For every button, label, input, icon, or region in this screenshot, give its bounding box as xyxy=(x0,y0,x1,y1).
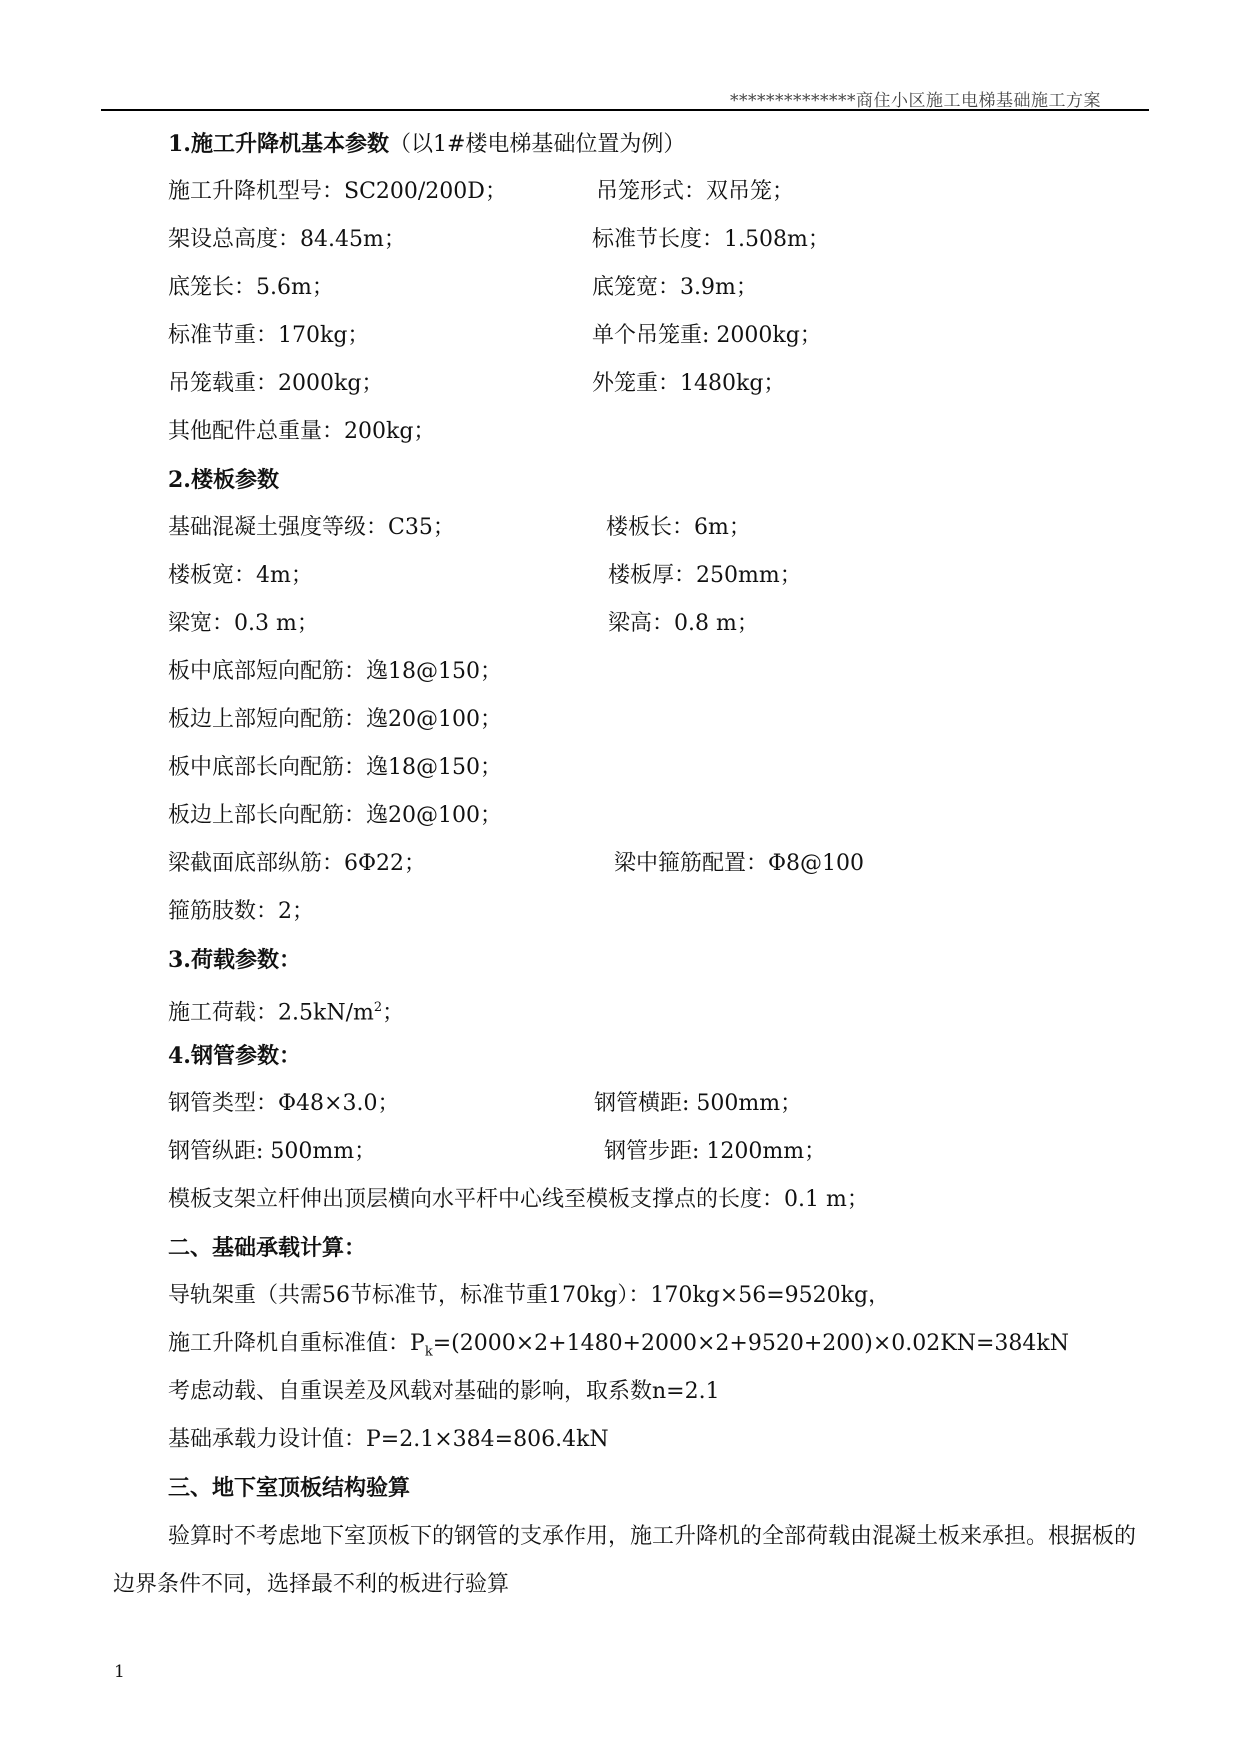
section-6-heading: 三、地下室顶板结构验算 xyxy=(168,1475,411,1501)
calc-line: 考虑动载、自重误差及风载对基础的影响，取系数n=2.1 xyxy=(168,1379,720,1404)
param-right: 底笼宽：3.9m； xyxy=(592,275,758,300)
param-row xyxy=(168,321,822,351)
param-left: 梁宽：0.3 m； xyxy=(168,611,319,636)
param-left: 架设总高度：84.45m； xyxy=(168,227,406,252)
param-left: 板中底部长向配筋：逸18@150； xyxy=(168,755,502,780)
param-row xyxy=(168,417,435,447)
param-left: 楼板宽：4m； xyxy=(168,563,313,588)
param-right: 钢管横距: 500mm； xyxy=(594,1091,803,1116)
param-left: 施工升降机型号：SC200/200D； xyxy=(168,179,507,204)
param-left: 板边上部短向配筋：逸20@100； xyxy=(168,707,502,732)
param-left: 板边上部长向配筋：逸20@100； xyxy=(168,803,502,828)
param-left: 箍筋肢数：2； xyxy=(168,899,314,924)
param-right: 单个吊笼重: 2000kg； xyxy=(592,323,822,348)
param-row xyxy=(168,273,758,303)
calc-line xyxy=(168,1329,1069,1367)
param-row xyxy=(168,177,795,207)
formula-prefix: 施工升降机自重标准值：P xyxy=(168,1331,425,1356)
param-row xyxy=(168,1137,827,1167)
param-row xyxy=(168,849,865,879)
param-row xyxy=(168,561,802,591)
param-right: 吊笼形式：双吊笼； xyxy=(596,179,795,204)
param-row xyxy=(168,1185,869,1215)
param-right: 标准节长度：1.508m； xyxy=(592,227,830,252)
subscript: k xyxy=(424,1344,433,1360)
param-row xyxy=(168,657,502,687)
param-left: 板中底部短向配筋：逸18@150； xyxy=(168,659,502,684)
param-row xyxy=(168,753,502,783)
section-1-heading-bold: 1.施工升降机基本参数 xyxy=(168,131,389,157)
param-left: 钢管纵距: 500mm； xyxy=(168,1139,377,1164)
param-right: 梁高：0.8 m； xyxy=(608,611,759,636)
section-4-heading: 4.钢管参数： xyxy=(168,1043,301,1069)
section-2-heading: 2.楼板参数 xyxy=(168,467,279,493)
param-row xyxy=(168,609,759,639)
superscript: 2 xyxy=(373,1000,383,1015)
param-right: 梁中箍筋配置：Φ8@100 xyxy=(614,851,865,876)
param-left: 标准节重：170kg； xyxy=(168,323,370,348)
section-5-heading: 二、基础承载计算： xyxy=(168,1235,367,1261)
param-left: 吊笼载重：2000kg； xyxy=(168,371,384,396)
param-row xyxy=(168,993,404,1028)
param-left: 其他配件总重量：200kg； xyxy=(168,419,436,444)
param-row xyxy=(168,513,751,543)
param-row xyxy=(168,369,786,399)
param-right: 楼板厚：250mm； xyxy=(608,563,802,588)
param-row xyxy=(168,1089,803,1119)
param-left: 梁截面底部纵筋：6Φ22； xyxy=(168,851,427,876)
param-row xyxy=(168,705,502,735)
param-row xyxy=(168,225,830,255)
param-left: 底笼长：5.6m； xyxy=(168,275,334,300)
document-header-title: **************商住小区施工电梯基础施工方案 xyxy=(730,91,1101,111)
load-suffix: ； xyxy=(382,1000,405,1026)
body-paragraph: 验算时不考虑地下室顶板下的钢管的支承作用，施工升降机的全部荷载由混凝土板来承担。根据板的边界条件不同，选择最不利的板进行验算 xyxy=(113,1524,1137,1597)
section-1-heading-note: （以1#楼电梯基础位置为例） xyxy=(388,132,686,157)
calc-line: 基础承载力设计值：P=2.1×384=806.4kN xyxy=(168,1427,609,1452)
formula-suffix: =(2000×2+1480+2000×2+9520+200)×0.02KN=384kN xyxy=(432,1331,1069,1356)
param-right: 钢管步距: 1200mm； xyxy=(604,1139,827,1164)
param-row xyxy=(168,897,314,927)
param-row xyxy=(168,801,502,831)
param-right: 楼板长：6m； xyxy=(606,515,751,540)
header-divider xyxy=(101,109,1149,111)
param-left: 钢管类型：Φ48×3.0； xyxy=(168,1091,400,1116)
section-3-heading: 3.荷载参数： xyxy=(168,947,301,973)
param-left: 模板支架立杆伸出顶层横向水平杆中心线至模板支撑点的长度：0.1 m； xyxy=(168,1187,869,1212)
section-1-heading xyxy=(168,129,685,160)
load-value: 施工荷载：2.5kN/m xyxy=(168,1000,374,1026)
param-left: 基础混凝土强度等级：C35； xyxy=(168,515,455,540)
page-number: 1 xyxy=(114,1662,125,1682)
param-right: 外笼重：1480kg； xyxy=(592,371,786,396)
calc-line: 导轨架重（共需56节标准节，标准节重170kg）：170kg×56=9520kg， xyxy=(168,1283,891,1308)
